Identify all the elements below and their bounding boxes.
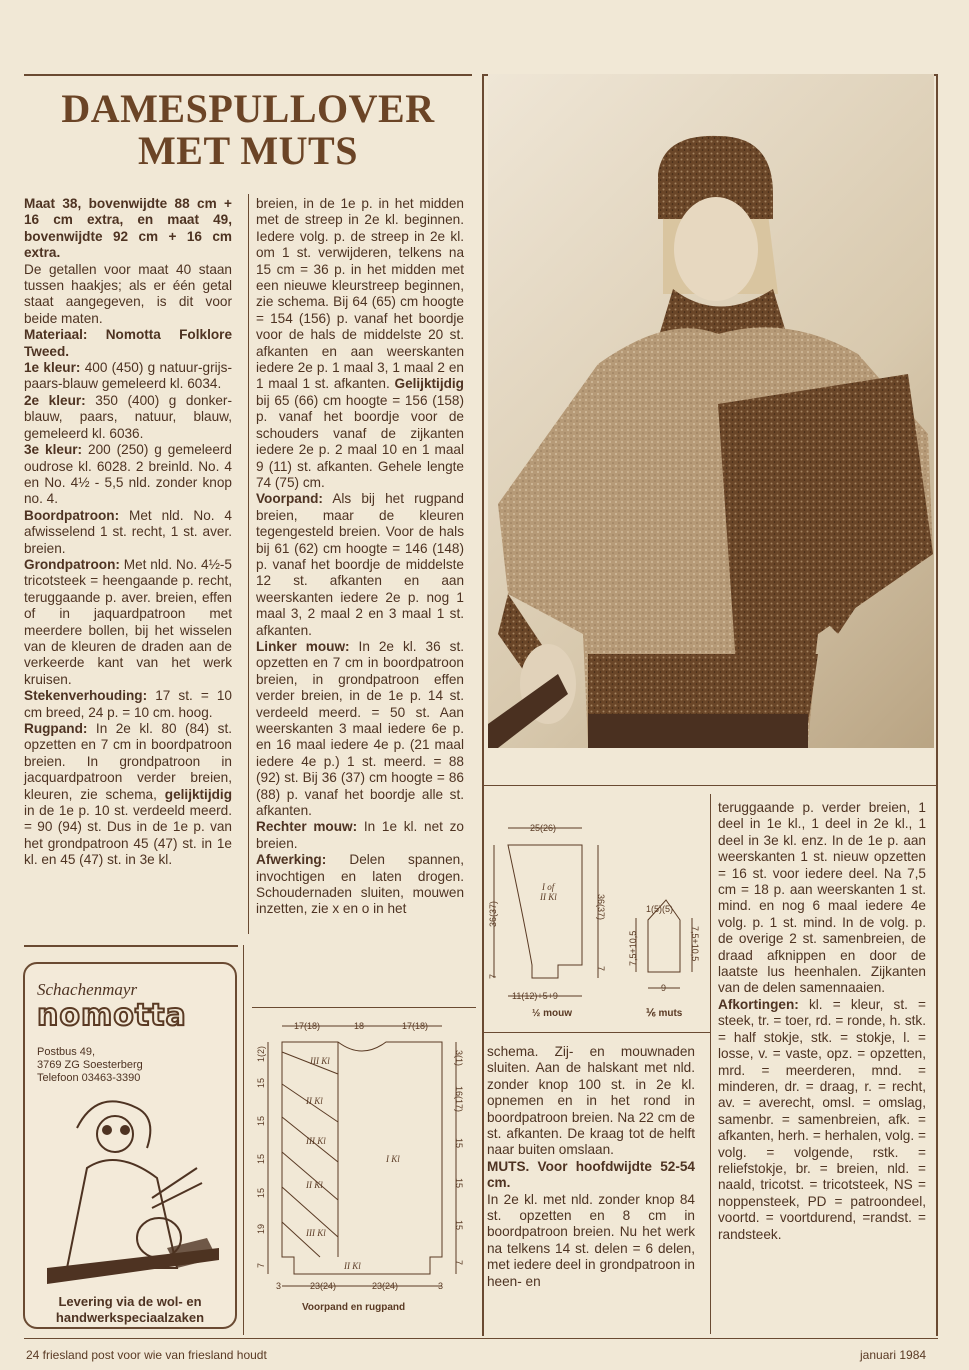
paragraph: [24, 360, 232, 391]
panel-label-7: II Kl: [344, 1261, 361, 1271]
paragraph: [256, 376, 464, 489]
paragraph: [487, 1044, 695, 1157]
paragraph: [24, 442, 232, 506]
paragraph-text: In 2e kl. 36 st. opzetten en 7 cm in boordpatroon breien, in grondpatroon effen verder breien, in de 1e p. 14 st. verdeeld meerd. = 50 st. Aan weerskanten 3 maal iedere 6e p. en 16 maal iedere 4e p. (21 maal iedere 4e p.) 1 st. meerd. = 88 (92) st. Bij 36 (37) cm hoogte = 86 (88) p. vanaf het boordje alle st. afkanten.: [256, 638, 464, 819]
panel-label-3: III Kl: [306, 1136, 326, 1146]
ad-address-line-3: Telefoon 03463-3390: [37, 1072, 141, 1084]
paragraph: [718, 997, 926, 1242]
title-line-2: MET MUTS: [138, 128, 358, 173]
hat-top-dim: 1(5)(5): [646, 904, 674, 914]
ad-address: [37, 1046, 143, 1085]
paragraph: [256, 852, 464, 916]
panel-left-dim-2: 15: [256, 1077, 266, 1088]
panel-label-6: I Kl: [386, 1154, 400, 1164]
sleeve-caption: ½ mouw: [532, 1008, 573, 1019]
paragraph: [24, 196, 232, 260]
paragraph: [24, 262, 232, 326]
schachenmayr-logo: Schachenmayr: [37, 980, 138, 999]
panel-right-dim-4: 15: [454, 1178, 464, 1189]
diagram1-bottom-rule: [482, 1032, 710, 1033]
sleeve-left-dim: 36(37): [488, 900, 498, 927]
paragraph: [24, 327, 232, 358]
paragraph-text: Met nld. No. 4½-5 tricotsteek = heengaande p. recht, teruggaande p. aver. breien, effen of in jaquardpatroon met meerdere bollen, bij het wisselen van de kleuren de draden aan de verkeerde kant van het werk kruisen.: [24, 556, 232, 687]
knitting-granny-illustration: [47, 1088, 219, 1294]
panel-label-1: III Kl: [310, 1056, 330, 1066]
paragraph-heading: 1e kleur:: [24, 360, 81, 376]
sleeve-label-2: II Kl: [540, 892, 557, 902]
text-column-3: [487, 1044, 695, 1290]
paragraph-heading: Grondpatroon:: [24, 556, 120, 572]
text-column-2: [256, 196, 464, 918]
photo-woman-in-sweater: [488, 74, 934, 748]
hat-left-dim: 7,5+10,5: [628, 930, 638, 966]
panel-label-4: II Kl: [306, 1180, 323, 1190]
paragraph-text: In 2e kl. met nld. zonder knop 84 st. opzetten en 8 cm in boordpatroon breien. Nu het werk na telkens 14 st. delen = 6 delen, met iedere deel in grondpatroon in heen- en: [487, 1191, 695, 1289]
paragraph-heading: Afkortingen:: [718, 996, 799, 1012]
diagram-top-rule: [252, 1007, 476, 1008]
column-divider-left: [248, 194, 249, 934]
paragraph-heading: Materiaal: Nomotta Folklore Tweed.: [24, 327, 232, 359]
sleeve-right-small-dim: 7: [596, 966, 606, 972]
ad-address-line-2: 3769 ZG Soesterberg: [37, 1059, 143, 1071]
paragraph-text: 350 (400) g donker-blauw, paars, natuur, blauw, gemeleerd kl. 6036.: [24, 392, 232, 441]
sleeve-left-small-dim: 7: [488, 973, 498, 979]
panel-label-5: III Kl: [306, 1228, 326, 1238]
paragraph-heading: Linker mouw:: [256, 638, 350, 654]
text-column-4: [718, 800, 926, 1243]
panel-left-dim-7: 7: [256, 1262, 266, 1268]
paragraph-text: breien, in de 1e p. in het midden met de streep in 2e kl. beginnen. Iedere volg. p. de streep in 2e kl. om 1 st. verwijderen, telkens na 15 cm = 36 p. in het midden met een nieuwe kleurstreep beginnen, zie schema. Bij 64 (65) cm hoogte = 154 (156) p. vanaf het boordje voor de hals de middelste 20 st. afkanten en aan weerskanten iedere 2e p. 1 maal 3, 1 maal 2 en 1 maal 1 st. afkanten.: [256, 196, 464, 392]
paragraph: [256, 196, 464, 391]
photo-frame-left: [482, 74, 484, 1336]
panel-right-dim-2: 16(17): [454, 1086, 464, 1113]
footer-rule: [24, 1338, 938, 1339]
paragraph-heading: gelijktijdig: [164, 786, 232, 802]
paragraph-heading: 3e kleur:: [24, 442, 83, 458]
panel-right-dim-1: 3(1): [454, 1050, 464, 1067]
hat-caption: ⅙ muts: [646, 1008, 683, 1019]
panel-left-dim-6: 19: [256, 1223, 266, 1234]
paragraph-text: In 2e kl. 80 (84) st. opzetten en 7 cm in boordpatroon breien. In grondpatroon in jacquardpatroon verder breien, kleuren, zie schema,: [24, 721, 232, 802]
paragraph-text: Als bij het rugpand breien, maar de kleuren tegengesteld breien. Voor de hals bij 61 (62) cm hoogte = 146 (148) p. vanaf het boordje de middelste 12 st. afkanten en aan weerskanten iedere 2e p. nog 1 maal 3, 2 maal 2 en 3 maal 1 st. afkanten.: [256, 491, 464, 638]
panel-caption: Voorpand en rugpand: [302, 1302, 406, 1313]
paragraph: [256, 639, 464, 818]
panel-left-dim-5: 15: [256, 1187, 266, 1198]
footer-left: 24 friesland post voor wie van friesland houdt: [26, 1348, 267, 1362]
paragraph-text: 400 (450) g natuur-grijs-paars-blauw gemeleerd kl. 6034.: [24, 360, 233, 392]
paragraph-heading: MUTS. Voor hoofdwijdte 52-54 cm.: [487, 1158, 695, 1191]
paragraph-text: In 1e kl. net zo breien.: [256, 819, 464, 851]
ad-footer: [25, 1294, 235, 1326]
paragraph: [718, 800, 926, 995]
paragraph: [256, 819, 464, 850]
ad-footer-line-2: handwerkspeciaalzaken: [55, 1310, 205, 1325]
panel-top-dim-1: 17(18): [294, 1021, 321, 1031]
paragraph: [24, 688, 232, 719]
ad-top-rule: [24, 945, 238, 947]
paragraph-text: schema. Zij- en mouwnaden sluiten. Aan de halskant met nld. zonder knop 100 st. in 2e kl. opnemen en in het rond in boordpatroon breien. Na 22 cm de st. afkanten. De kraag tot de helft naar buiten omslaan.: [487, 1044, 695, 1158]
sleeve-right-dim: 36(37): [596, 894, 606, 921]
panel-top-dim-2: 18: [354, 1021, 365, 1031]
nomotta-logo: nomotta: [37, 998, 187, 1033]
panel-label-2: II Kl: [306, 1096, 323, 1106]
paragraph-heading: Voorpand:: [256, 491, 323, 507]
panel-left-dim-3: 15: [256, 1115, 266, 1126]
paragraph: [24, 393, 232, 441]
panel-right-dim-6: 7: [454, 1260, 464, 1266]
paragraph-heading: Rugpand:: [24, 721, 88, 736]
column-divider-right: [710, 794, 711, 1334]
paragraph-heading: Rechter mouw:: [256, 819, 358, 835]
panel-left-dim-4: 15: [256, 1153, 266, 1164]
nomotta-advertisement: [23, 962, 237, 1329]
hat-right-dim: 7,5+10,5: [690, 926, 700, 962]
photo-bottom-rule: [482, 785, 938, 786]
photo-frame-right: [936, 74, 938, 1336]
paragraph: [24, 508, 232, 556]
sleeve-bottom-dim: 11(12)+5+9: [512, 991, 558, 1001]
sleeve-top-dim: 25(26): [530, 823, 557, 833]
title-line-1: DAMESPULLOVER: [61, 86, 435, 131]
paragraph-heading: Afwerking:: [256, 852, 327, 868]
paragraph-text: teruggaande p. verder breien, 1 deel in 1e kl., 1 deel in 2e kl., 1 deel in 3e kl. enz. In de 1e p. aan weerskanten 1 st. nieuw opzetten = 16 st. voor iedere deel. Na 7,5 cm = 18 p. aan weerskanten 1 st. mind. en nog 6 maal iedere 4e volg. p. 1 st. mind. In de volg. p. de overige 2 st. samenbreien, de draad afknippen en door de laatste lus heenhalen. Zijkanten van de delen samennaaien.: [718, 800, 926, 996]
paragraph: [487, 1159, 695, 1190]
paragraph-text: Delen spannen, invochtigen en laten drogen. Schoudernaden sluiten, mouwen inzetten, zie x en o in het: [256, 852, 464, 917]
page-title: [24, 88, 472, 172]
title-top-rule: [24, 74, 472, 76]
panel-left-dim-1: 1(2): [256, 1045, 266, 1062]
paragraph: [487, 1192, 695, 1289]
column-divider-mid: [243, 945, 244, 1335]
panel-bottom-dim-2: 23(24): [310, 1281, 337, 1291]
paragraph-text: in de 1e p. 10 st. verdeeld meerd. = 90 (94) st. Dus in de 1e p. van het grondpatroon 45 (47) st. in 1e kl. en 45 (47) st. in 3e kl.: [24, 803, 232, 868]
paragraph: [24, 557, 232, 687]
panel-right-dim-3: 15: [454, 1138, 464, 1149]
sleeve-and-hat-diagram: [486, 800, 708, 1026]
text-column-1: [24, 196, 232, 869]
paragraph: [256, 491, 464, 637]
paragraph-text: 17 st. = 10 cm breed, 24 p. = 10 cm. hoog.: [24, 688, 232, 720]
paragraph-heading: Maat 38, bovenwijdte 88 cm + 16 cm extra, en maat 49, bovenwijdte 92 cm + 16 cm extra.: [24, 196, 232, 261]
paragraph-heading: Gelijktijdig: [394, 376, 464, 392]
front-back-panel-diagram: [250, 1012, 476, 1316]
paragraph-text: kl. = kleur, st. = steek, tr. = toer, rd. = ronde, h. stk. = half stokje, stk. = stokje, l. = losse, v. = vaste, opz. = opzetten, mrd. = meerderen, mnd. = minderen, dr. = draag, r. = recht, av. = averecht, omsl. = omslag, samenbr. = samenbreien, afk. = afkanten, herh. = herhalen, volg. = volg. = volgende, rstk. = reliefstokje, br. = breien, nld. = naald, tricotst. = tricotsteek, NS = noppensteek, PD = patroondeel, voortd. = voortdurend, =randst. = randsteek.: [718, 996, 926, 1242]
panel-right-dim-5: 15: [454, 1220, 464, 1231]
paragraph-heading: 2e kleur:: [24, 392, 86, 408]
paragraph-text: De getallen voor maat 40 staan tussen haakjes; als er één getal staat aangegeven, is dit voor beide maten.: [24, 261, 232, 326]
paragraph-heading: Stekenverhouding:: [24, 688, 148, 704]
panel-bottom-dim-3: 23(24): [372, 1281, 399, 1291]
footer-date: januari 1984: [860, 1348, 927, 1362]
hat-bottom-dim: 9: [661, 983, 667, 993]
panel-top-dim-3: 17(18): [402, 1021, 429, 1031]
ad-footer-line-1: Levering via de wol- en: [58, 1294, 202, 1309]
paragraph-text: Met nld. No. 4 afwisselend 1 st. recht, 1 st. aver. breien.: [24, 507, 232, 556]
paragraph-heading: Boordpatroon:: [24, 507, 120, 523]
panel-bottom-dim-1: 3: [276, 1281, 282, 1291]
panel-bottom-dim-4: 3: [438, 1281, 444, 1291]
sleeve-label-1: I of: [542, 882, 555, 892]
paragraph-text: bij 65 (66) cm hoogte = 156 (158) p. vanaf het boordje voor de schouders vanaf de zijkanten iedere 2e p. 2 maal 10 en 1 maal 9 (11) st. afkanten. Gehele lengte 74 (75) cm.: [256, 392, 464, 490]
ad-address-line-1: Postbus 49,: [37, 1046, 96, 1058]
paragraph-text: 200 (250) g gemeleerd oudrose kl. 6028. 2 breinld. No. 4 en No. 4½ - 5,5 nld. zonder knop no. 4.: [24, 442, 232, 507]
